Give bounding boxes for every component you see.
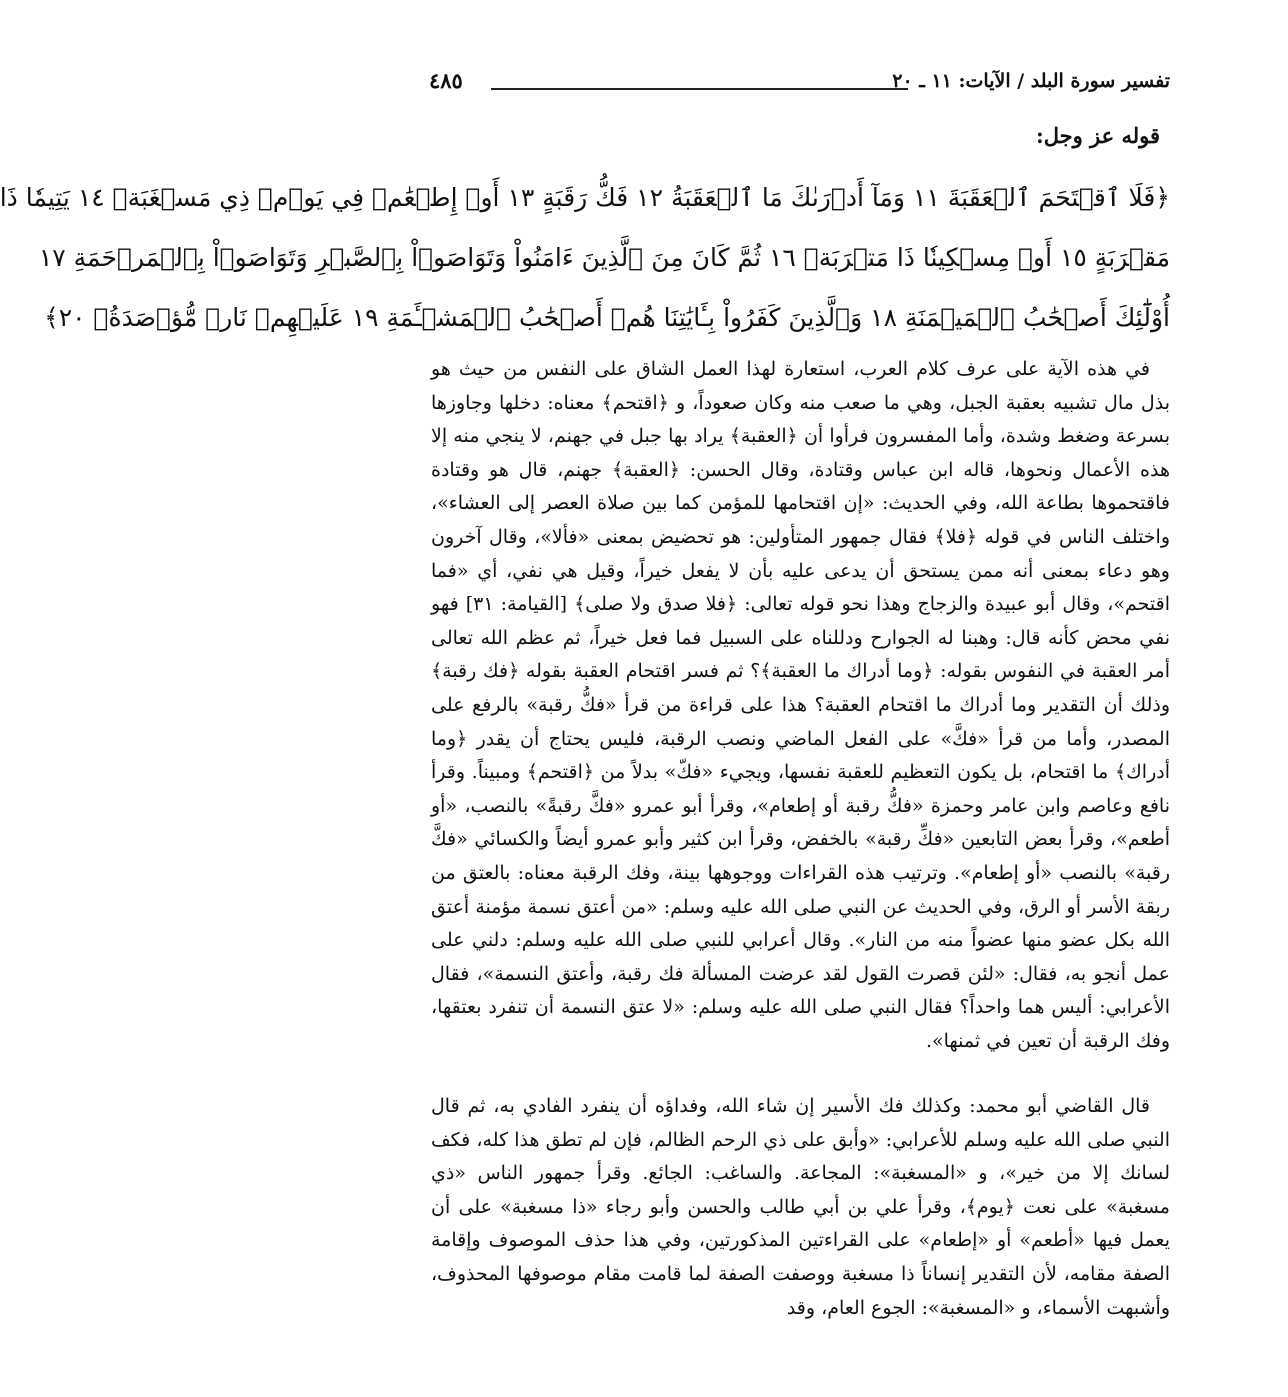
commentary-block-1 bbox=[431, 353, 1170, 1058]
header-title: تفسير سورة البلد / الآيات: ١١ ـ ٢٠ bbox=[892, 70, 1170, 92]
page-number: ٤٨٥ bbox=[429, 68, 463, 93]
running-header bbox=[429, 70, 1170, 100]
intro-heading: قوله عز وجل: bbox=[1035, 123, 1160, 148]
commentary-block-2 bbox=[431, 1090, 1170, 1325]
quran-verses bbox=[0, 168, 1170, 348]
commentary-paragraph-1: في هذه الآية على عرف كلام العرب، استعارة لهذا العمل الشاق على النفس من حيث هو بذل مال تشبيه بعقبة الجبل، وهي ما صعب منه وكان صعوداً، و ﴿اقتحم﴾ معناه: دخلها وجاوزها بسرعة وضغط وشدة، وأما المفسرون فرأوا أن ﴿العقبة﴾ يراد بها جبل في جهنم، لا ينجي منه إلا هذه الأعمال ونحوها، قاله ابن عباس وقتادة، وقال الحسن: ﴿العقبة﴾ جهنم، قال هو وقتادة فاقتحموها بطاعة الله، وفي الحديث: «إن اقتحامها للمؤمن كما بين صلاة العصر إلى العشاء»، واختلف الناس في قوله ﴿فلا﴾ فقال جمهور المتأولين: هو تحضيض بمعنى «فألا»، وقال آخرون وهو دعاء بمعنى أنه ممن يستحق أن يدعى عليه بأن لا يفعل خيراً، وقيل هي نفي، أي «فما اقتحم»، وقال أبو عبيدة والزجاج وهذا نحو قوله تعالى: ﴿فلا صدق ولا صلى﴾ [القيامة: ٣١] فهو نفي محض كأنه قال: وهبنا له الجوارح ودللناه على السبيل فما فعل خيراً، ثم عظم الله تعالى أمر العقبة في النفوس بقوله: ﴿وما أدراك ما العقبة﴾؟ ثم فسر اقتحام العقبة بقوله ﴿فك رقبة﴾ وذلك أن التقدير وما أدراك ما اقتحام العقبة؟ هذا على قراءة من قرأ «فكُّ رقبة» بالرفع على المصدر، وأما من قرأ «فكَّ» على الفعل الماضي ونصب الرقبة، فليس يحتاج أن يقدر ﴿وما أدراك﴾ ما اقتحام، بل يكون التعظيم للعقبة نفسها، ويجيء «فكّ» بدلاً من ﴿اقتحم﴾ ومبيناً. وقرأ نافع وعاصم وابن عامر وحمزة «فكُّ رقبة أو إطعام»، وقرأ أبو عمرو «فكَّ رقبةً» بالنصب، «أو أطعم»، وقرأ بعض التابعين «فكِّ رقبة» بالخفض، وقرأ ابن كثير وأبو عمرو أيضاً والكسائي «فكَّ رقبة» بالنصب «أو إطعام». وترتيب هذه القراءات ووجوهها بينة، وفك الرقبة معناه: بالعتق من ربقة الأسر أو الرق، وفي الحديث عن النبي صلى الله عليه وسلم: «من أعتق نسمة مؤمنة أعتق الله بكل عضو منها عضواً منه من النار». وقال أعرابي للنبي صلى الله عليه وسلم: دلني على عمل أنجو به، فقال: «لئن قصرت القول لقد عرضت المسألة فك رقبة، وأعتق النسمة»، فقال الأعرابي: أليس هما واحداً؟ فقال النبي صلى الله عليه وسلم: «لا عتق النسمة أن تنفرد بعتقها، وفك الرقبة أن تعين في ثمنها». bbox=[431, 358, 1171, 1052]
commentary-paragraph-2: قال القاضي أبو محمد: وكذلك فك الأسير إن شاء الله، وفداؤه أن ينفرد الفادي به، ثم قال النبي صلى الله عليه وسلم للأعرابي: «وأبق على ذي الرحم الظالم، فإن لم تطق هذا كله، فكف لسانك إلا من خير»، و «المسغبة»: المجاعة. والساغب: الجائع. وقرأ جمهور الناس «ذي مسغبة» على نعت ﴿يوم﴾، وقرأ علي بن أبي طالب والحسن وأبو رجاء «ذا مسغبة» على أن يعمل فيها «أطعم» أو «إطعام» على القراءتين المذكورتين، وفي هذا حذف الموصوف وإقامة الصفة مقامه، لأن التقدير إنساناً ذا مسغبة ووصفت الصفة لما قامت مقام موصوفها المحذوف، وأشبهت الأسماء، و «المسغبة»: الجوع العام، وقد bbox=[431, 1095, 1170, 1319]
quran-line-1: ﴿فَلَا ٱقۡتَحَمَ ٱلۡعَقَبَةَ ١١ وَمَآ أَدۡرَىٰكَ مَا ٱلۡعَقَبَةُ ١٢ فَكُّ رَقَبَةٍ ١٣ أَوۡ إِطۡعَٰمٞ فِي يَوۡمٖ ذِي مَسۡغَبَةٖ ١٤ يَتِيمٗا ذَا bbox=[0, 183, 1170, 212]
header-rule bbox=[491, 88, 908, 90]
quran-line-2: مَقۡرَبَةٍ ١٥ أَوۡ مِسۡكِينٗا ذَا مَتۡرَبَةٖ ١٦ ثُمَّ كَانَ مِنَ ٱلَّذِينَ ءَامَنُواْ وَتَوَاصَوۡاْ بِٱلصَّبۡرِ وَتَوَاصَوۡاْ بِٱلۡمَرۡحَمَةِ ١٧ bbox=[38, 243, 1170, 272]
quran-line-3: أُوْلَٰٓئِكَ أَصۡحَٰبُ ٱلۡمَيۡمَنَةِ ١٨ وَٱلَّذِينَ كَفَرُواْ بِـَٔايَٰتِنَا هُمۡ أَصۡحَٰبُ ٱلۡمَشۡـَٔمَةِ ١٩ عَلَيۡهِمۡ نَارٞ مُّؤۡصَدَةُۢ ٢٠﴾ bbox=[44, 303, 1170, 332]
